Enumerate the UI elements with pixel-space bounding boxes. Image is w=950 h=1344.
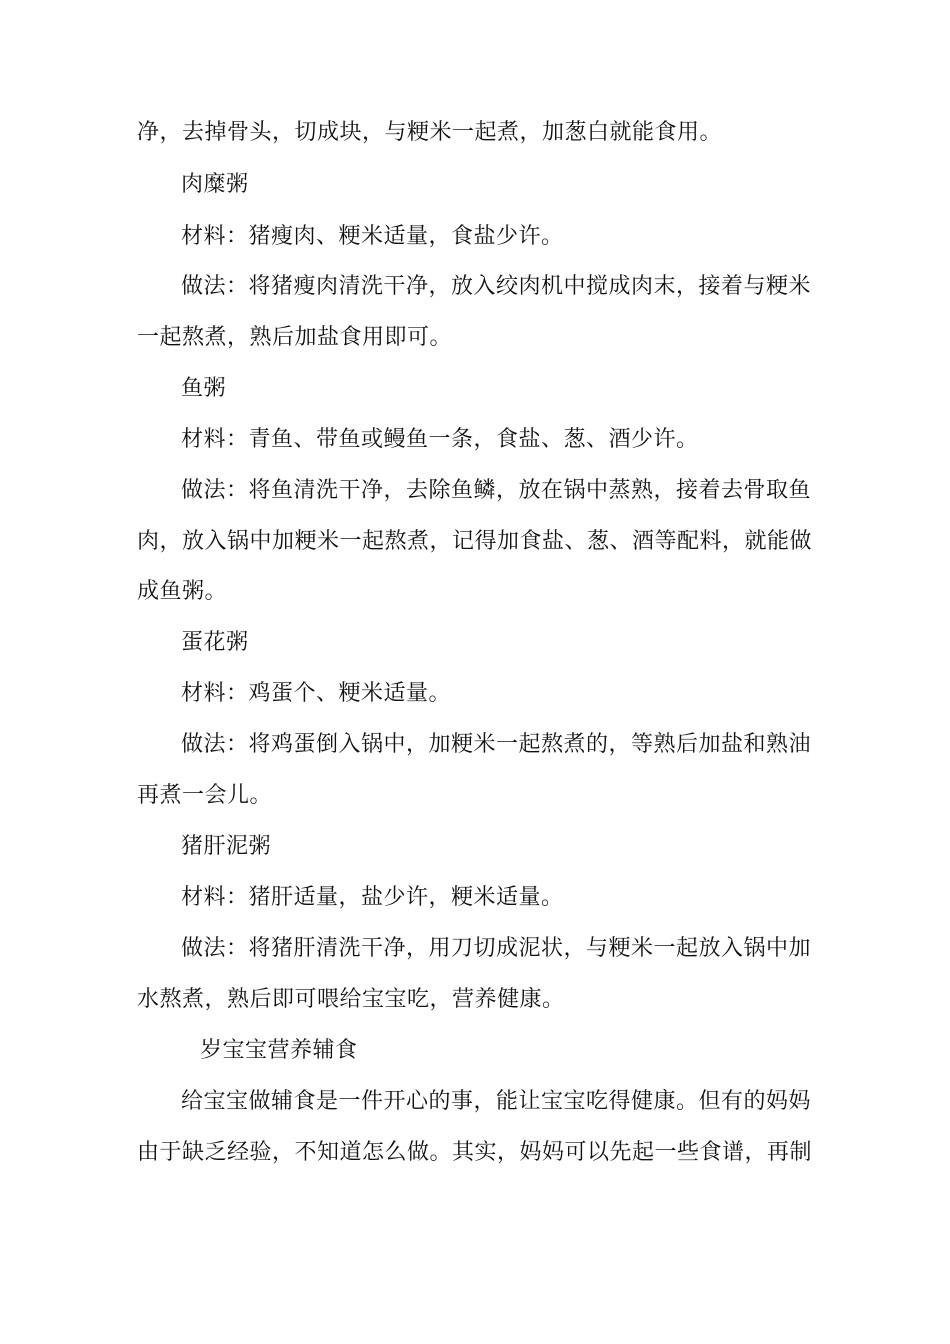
recipe-title-meat: 肉糜粥 (181, 172, 249, 197)
recipe-method-fish-line-1: 做法：将鱼清洗干净，去除鱼鳞，放在锅中蒸熟，接着去骨取鱼 (181, 478, 812, 503)
recipe-materials-liver: 材料：猪肝适量，盐少许，粳米适量。 (181, 885, 564, 910)
recipe-method-egg-line-2: 再煮一会儿。 (137, 783, 273, 808)
recipe-method-meat-line-1: 做法：将猪瘦肉清洗干净，放入绞肉机中搅成肉末，接着与粳米 (181, 274, 812, 299)
recipe-method-fish-line-2: 肉，放入锅中加粳米一起熬煮，记得加食盐、葱、酒等配料，就能做 (137, 529, 813, 554)
recipe-method-egg-line-1: 做法：将鸡蛋倒入锅中，加粳米一起熬煮的，等熟后加盐和熟油 (181, 732, 812, 757)
recipe-materials-fish: 材料：青鱼、带鱼或鳗鱼一条，食盐、葱、酒少许。 (181, 427, 699, 452)
recipe-title-fish: 鱼粥 (181, 376, 227, 401)
section-heading: 岁宝宝营养辅食 (200, 1038, 358, 1063)
recipe-title-egg: 蛋花粥 (181, 630, 249, 655)
recipe-method-liver-line-2: 水熬煮，熟后即可喂给宝宝吃，营养健康。 (137, 987, 565, 1012)
intro-line: 净，去掉骨头，切成块，与粳米一起煮，加葱白就能食用。 (137, 120, 723, 145)
closing-line-1: 给宝宝做辅食是一件开心的事，能让宝宝吃得健康。但有的妈妈 (181, 1089, 812, 1114)
recipe-materials-egg: 材料：鸡蛋个、粳米适量。 (181, 681, 452, 706)
closing-line-2: 由于缺乏经验，不知道怎么做。其实，妈妈可以先起一些食谱，再制 (137, 1140, 813, 1165)
recipe-method-meat-line-2: 一起熬煮，熟后加盐食用即可。 (137, 325, 453, 350)
recipe-materials-meat: 材料：猪瘦肉、粳米适量，食盐少许。 (181, 224, 564, 249)
recipe-title-liver: 猪肝泥粥 (181, 834, 272, 859)
recipe-method-liver-line-1: 做法：将猪肝清洗干净，用刀切成泥状，与粳米一起放入锅中加 (181, 936, 812, 961)
recipe-method-fish-line-3: 成鱼粥。 (137, 579, 228, 604)
